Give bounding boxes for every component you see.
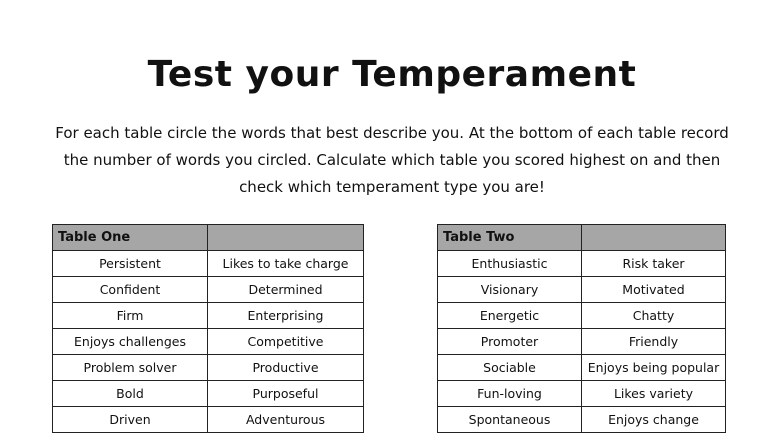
table-title: Table Two	[438, 225, 582, 251]
word-cell[interactable]: Firm	[53, 303, 208, 329]
table-two	[437, 224, 726, 433]
table-header-row	[438, 225, 726, 251]
instructions-line: the number of words you circled. Calculate which table you scored highest on and then	[63, 151, 721, 169]
table-row	[438, 407, 726, 433]
word-cell[interactable]: Likes variety	[582, 381, 726, 407]
word-cell[interactable]: Competitive	[208, 329, 364, 355]
word-cell[interactable]: Fun-loving	[438, 381, 582, 407]
word-cell[interactable]: Confident	[53, 277, 208, 303]
table-row	[438, 355, 726, 381]
table-row	[53, 407, 364, 433]
table-row	[438, 381, 726, 407]
word-cell[interactable]: Determined	[208, 277, 364, 303]
word-cell[interactable]: Bold	[53, 381, 208, 407]
word-cell[interactable]: Sociable	[438, 355, 582, 381]
table-row	[53, 277, 364, 303]
table-row	[53, 251, 364, 277]
word-cell[interactable]: Persistent	[53, 251, 208, 277]
word-cell[interactable]: Motivated	[582, 277, 726, 303]
word-cell[interactable]: Adventurous	[208, 407, 364, 433]
word-cell[interactable]: Spontaneous	[438, 407, 582, 433]
word-cell[interactable]: Promoter	[438, 329, 582, 355]
table-row	[438, 329, 726, 355]
table-row	[53, 355, 364, 381]
word-cell[interactable]: Likes to take charge	[208, 251, 364, 277]
word-cell[interactable]: Enjoys challenges	[53, 329, 208, 355]
word-cell[interactable]: Enjoys change	[582, 407, 726, 433]
table-row	[53, 303, 364, 329]
word-cell[interactable]: Enjoys being popular	[582, 355, 726, 381]
table-one	[52, 224, 364, 433]
instructions	[40, 120, 744, 201]
word-cell[interactable]: Enterprising	[208, 303, 364, 329]
table-header-row	[53, 225, 364, 251]
instructions-line: check which temperament type you are!	[239, 178, 545, 196]
instructions-line: For each table circle the words that best describe you. At the bottom of each table record	[55, 124, 729, 142]
table-header-cell	[208, 225, 364, 251]
table-row	[438, 303, 726, 329]
word-cell[interactable]: Productive	[208, 355, 364, 381]
word-cell[interactable]: Risk taker	[582, 251, 726, 277]
word-cell[interactable]: Enthusiastic	[438, 251, 582, 277]
word-cell[interactable]: Visionary	[438, 277, 582, 303]
word-cell[interactable]: Chatty	[582, 303, 726, 329]
table-row	[438, 251, 726, 277]
table-title: Table One	[53, 225, 208, 251]
word-cell[interactable]: Friendly	[582, 329, 726, 355]
table-header-cell	[582, 225, 726, 251]
word-cell[interactable]: Purposeful	[208, 381, 364, 407]
page-title: Test your Temperament	[147, 54, 637, 95]
table-row	[438, 277, 726, 303]
word-cell[interactable]: Problem solver	[53, 355, 208, 381]
word-cell[interactable]: Energetic	[438, 303, 582, 329]
table-row	[53, 329, 364, 355]
table-row	[53, 381, 364, 407]
word-cell[interactable]: Driven	[53, 407, 208, 433]
